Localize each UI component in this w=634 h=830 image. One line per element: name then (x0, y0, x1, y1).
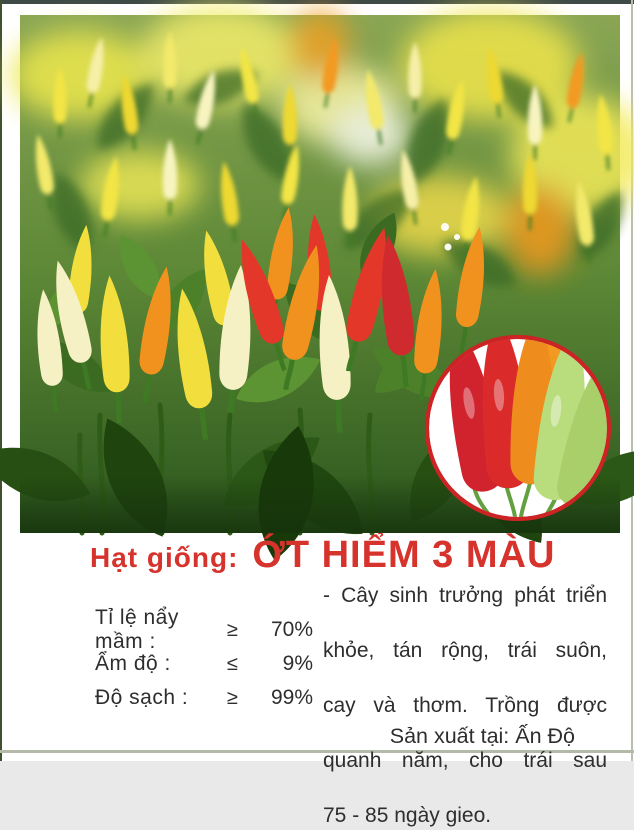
spec-row (95, 647, 313, 681)
title-prefix: Hạt giống: (90, 542, 239, 573)
spec-label: Tỉ lệ nẩy mầm : (95, 606, 179, 653)
chili-plant-photo (20, 15, 620, 533)
right-edge-line (631, 0, 633, 761)
description-line: 75 - 85 ngày gieo. (323, 804, 492, 827)
description-line: khỏe, tán rộng, trái suôn, (323, 639, 607, 662)
spec-label: Ẩm độ : (95, 652, 171, 675)
spec-value: 99% (270, 686, 313, 709)
spec-comparison-symbol: ≥ (227, 618, 238, 641)
inset-chilis-illustration (423, 333, 613, 523)
spec-row (95, 681, 313, 715)
title-product-name: ỚT HIỂM 3 MÀU (252, 534, 556, 576)
spec-comparison-symbol: ≤ (227, 652, 238, 675)
spec-value: 9% (282, 652, 313, 675)
specs-table (95, 606, 313, 715)
description-line: - Cây sinh trưởng phát triển (323, 584, 607, 607)
spec-row (95, 606, 313, 653)
origin-line: Sản xuất tại: Ấn Độ (389, 724, 575, 748)
spec-comparison-symbol: ≥ (227, 686, 238, 709)
description (323, 582, 607, 830)
description-line: cay và thơm. Trồng được (323, 694, 607, 717)
spec-value: 70% (270, 618, 313, 641)
product-title (90, 534, 610, 580)
top-edge-bar (0, 0, 634, 4)
chili-color-inset (423, 333, 613, 523)
spec-label: Độ sạch : (95, 686, 189, 709)
left-edge-line (0, 0, 2, 761)
description-line: quanh năm, cho trái sau (323, 749, 607, 772)
